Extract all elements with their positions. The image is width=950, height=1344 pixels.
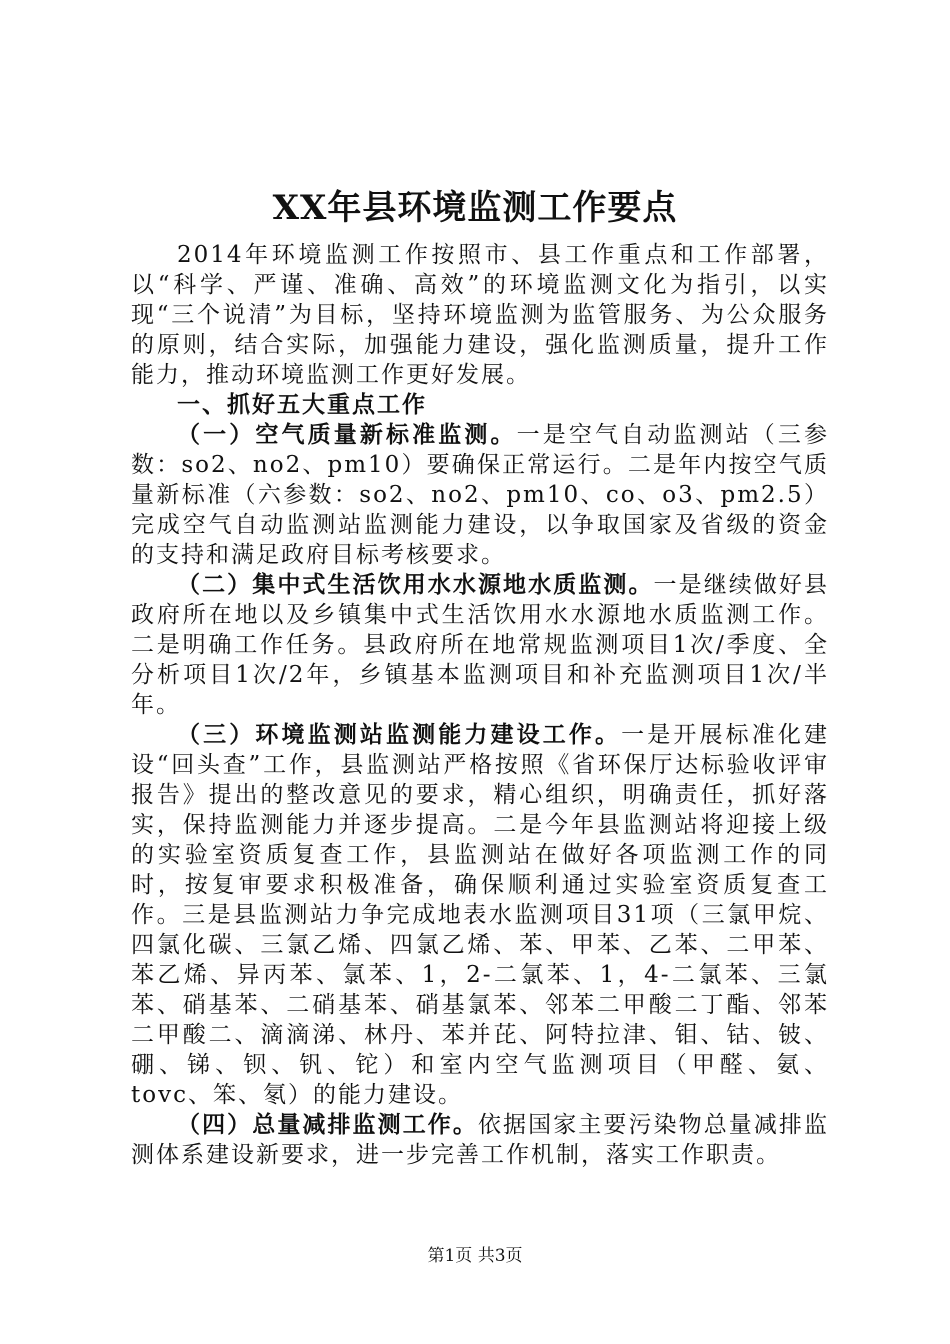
- intro-paragraph: 2014年环境监测工作按照市、县工作重点和工作部署，以“科学、严谨、准确、高效”的环境监测文化为指引，以实现“三个说清”为目标，坚持环境监测为监管服务、为公众服务的原则，结合实际，加强能力建设，强化监测质量，提升工作能力，推动环境监测工作更好发展。: [131, 242, 829, 388]
- item-text-4: 依据国家主要污染物总量减排监测体系建设新要求，进一步完善工作机制，落实工作职责。: [131, 1112, 830, 1168]
- item-text-2: 一是继续做好县政府所在地以及乡镇集中式生活饮用水水源地水质监测工作。二是明确工作任务。县政府所在地常规监测项目1次/季度、全分析项目1次/2年，乡镇基本监测项目和补充监测项目1次/半年。: [131, 572, 830, 718]
- item-paragraph-2: [131, 570, 829, 720]
- item-text-1: 一是空气自动监测站（三参数：so2、no2、pm10）要确保正常运行。二是年内按空气质量新标准（六参数：so2、no2、pm10、co、o3、pm2.5）完成空气自动监测站监测能力建设，以争取国家及省级的资金的支持和满足政府目标考核要求。: [131, 422, 829, 568]
- item-paragraph-1: [131, 420, 829, 570]
- page-title: XX年县环境监测工作要点: [272, 188, 678, 228]
- document-body: [131, 240, 829, 1170]
- item-lead-1: （一）空气质量新标准监测。: [177, 421, 517, 448]
- item-paragraph-4: [131, 1110, 829, 1170]
- item-paragraph-3: [131, 720, 829, 1110]
- page-footer: 第1页 共3页: [427, 1246, 523, 1266]
- item-lead-3: （三）环境监测站监测能力建设工作。: [177, 721, 622, 748]
- item-text-3: 一是开展标准化建设“回头查”工作，县监测站严格按照《省环保厅达标验收评审报告》提出的整改意见的要求，精心组织，明确责任，抓好落实，保持监测能力并逐步提高。二是今年县监测站将迎接上级的实验室资质复查工作，县监测站在做好各项监测工作的同时，按复审要求积极准备，确保顺利通过实验室资质复查工作。三是县监测站力争完成地表水监测项目31项（三氯甲烷、四氯化碳、三氯乙烯、四氯乙烯、苯、甲苯、乙苯、二甲苯、苯乙烯、异丙苯、氯苯、1，2-二氯苯、1，4-二氯苯、三氯苯、硝基苯、二硝基苯、硝基氯苯、邻苯二甲酸二丁酯、邻苯二甲酸二、滴滴涕、林丹、苯并芘、阿特拉津、钼、钴、铍、硼、锑、钡、钒、铊）和室内空气监测项目（甲醛、氨、tovc、笨、氡）的能力建设。: [131, 722, 829, 1108]
- item-lead-2: （二）集中式生活饮用水水源地水质监测。: [177, 571, 654, 598]
- section-heading: 一、抓好五大重点工作: [177, 391, 427, 418]
- item-lead-4: （四）总量减排监测工作。: [177, 1111, 478, 1138]
